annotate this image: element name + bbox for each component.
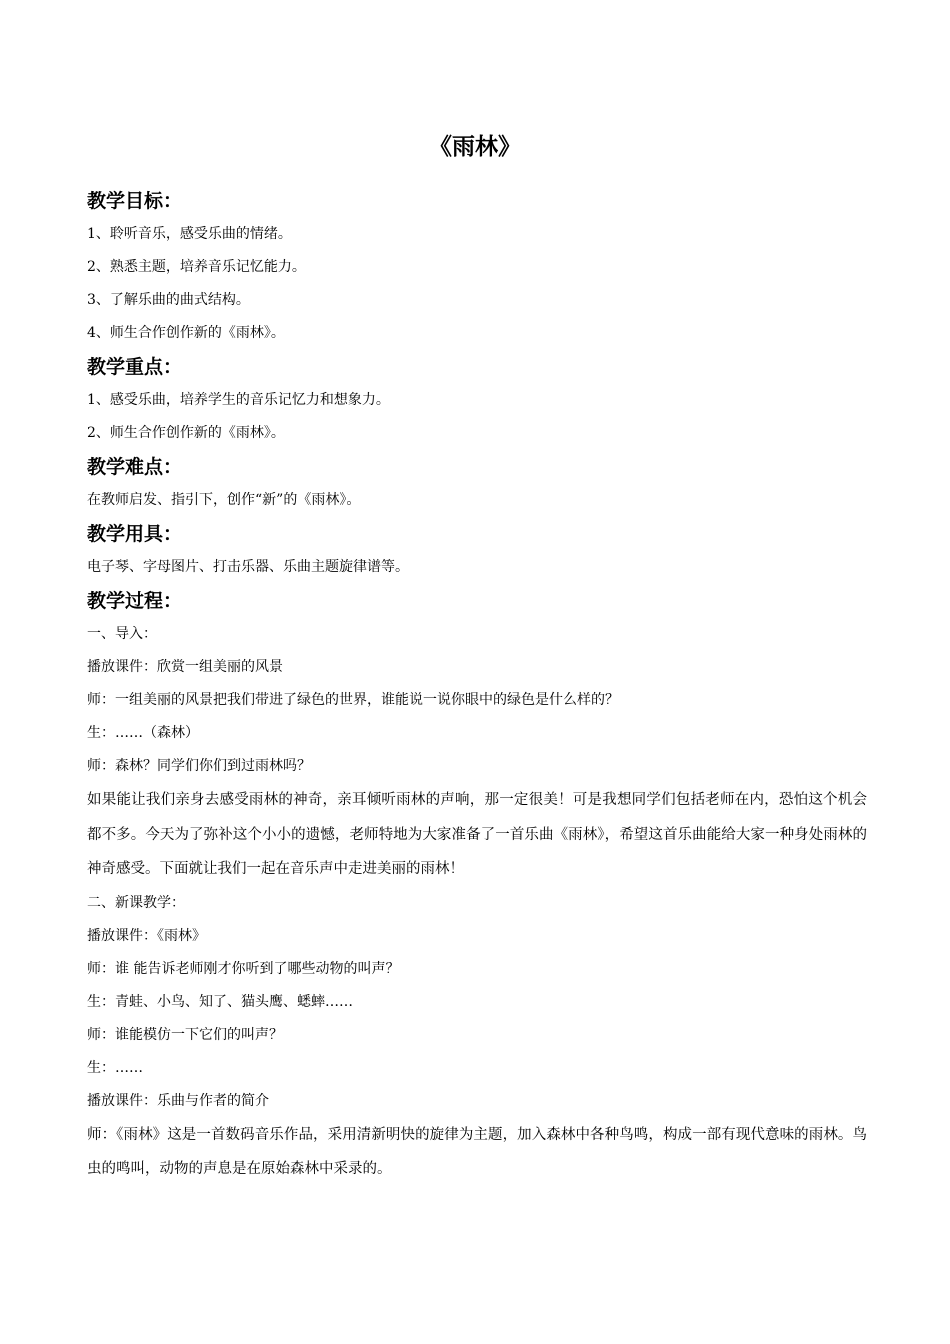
process-paragraph: 如果能让我们亲身去感受雨林的神奇，亲耳倾听雨林的声响，那一定很美！可是我想同学们包括老师在内，恐怕这个机会都不多。今天为了弥补这个小小的遗憾，老师特地为大家准备了一首乐曲《雨林》，希望这首乐曲能给大家一种身处雨林的神奇感受。下面就让我们一起在音乐声中走进美丽的雨林！ [87,792,867,877]
key-point-item: 2、师生合作创作新的《雨林》。 [87,425,285,441]
key-points-heading: 教学重点： [87,356,183,378]
difficulty-item: 在教师启发、指引下，创作“新”的《雨林》。 [87,492,361,508]
process-line: 师：一组美丽的风景把我们带进了绿色的世界，谁能说一说你眼中的绿色是什么样的？ [87,692,619,708]
objective-item: 1、聆听音乐，感受乐曲的情绪。 [87,226,292,242]
process-heading: 教学过程： [87,590,183,612]
objective-item: 2、熟悉主题，培养音乐记忆能力。 [87,259,306,275]
key-point-item: 1、感受乐曲，培养学生的音乐记忆力和想象力。 [87,392,390,408]
process-line: 播放课件：《雨林》 [87,927,206,944]
process-line: 播放课件：欣赏一组美丽的风景 [87,659,283,675]
process-line: 师：谁 能告诉老师刚才你听到了哪些动物的叫声？ [87,960,400,977]
process-line: 二、新课教学： [87,894,185,911]
process-line: 生：青蛙、小鸟、知了、猫头鹰、蟋蟀…… [87,993,353,1010]
process-line: 生：……（森林） [87,725,199,741]
process-line: 师：谁能模仿一下它们的叫声？ [87,1026,283,1043]
process-line: 师：森林？同学们你们到过雨林吗？ [87,758,311,774]
document-title: 《雨林》 [429,134,521,160]
objectives-heading: 教学目标： [87,190,183,212]
process-line: 播放课件：乐曲与作者的简介 [87,1092,269,1109]
process-line: 生：…… [87,1059,143,1076]
tools-item: 电子琴、字母图片、打击乐器、乐曲主题旋律谱等。 [87,559,409,575]
process-line: 一、导入： [87,626,157,642]
difficulties-heading: 教学难点： [87,456,183,478]
objective-item: 3、了解乐曲的曲式结构。 [87,292,250,308]
objective-item: 4、师生合作创作新的《雨林》。 [87,325,285,341]
document-body [87,184,867,1187]
tools-heading: 教学用具： [87,523,183,545]
process-paragraph: 师：《雨林》这是一首数码音乐作品，采用清新明快的旋律为主题，加入森林中各种鸟鸣，构成一部有现代意味的雨林。鸟虫的鸣叫，动物的声息是在原始森林中采录的。 [87,1126,867,1177]
